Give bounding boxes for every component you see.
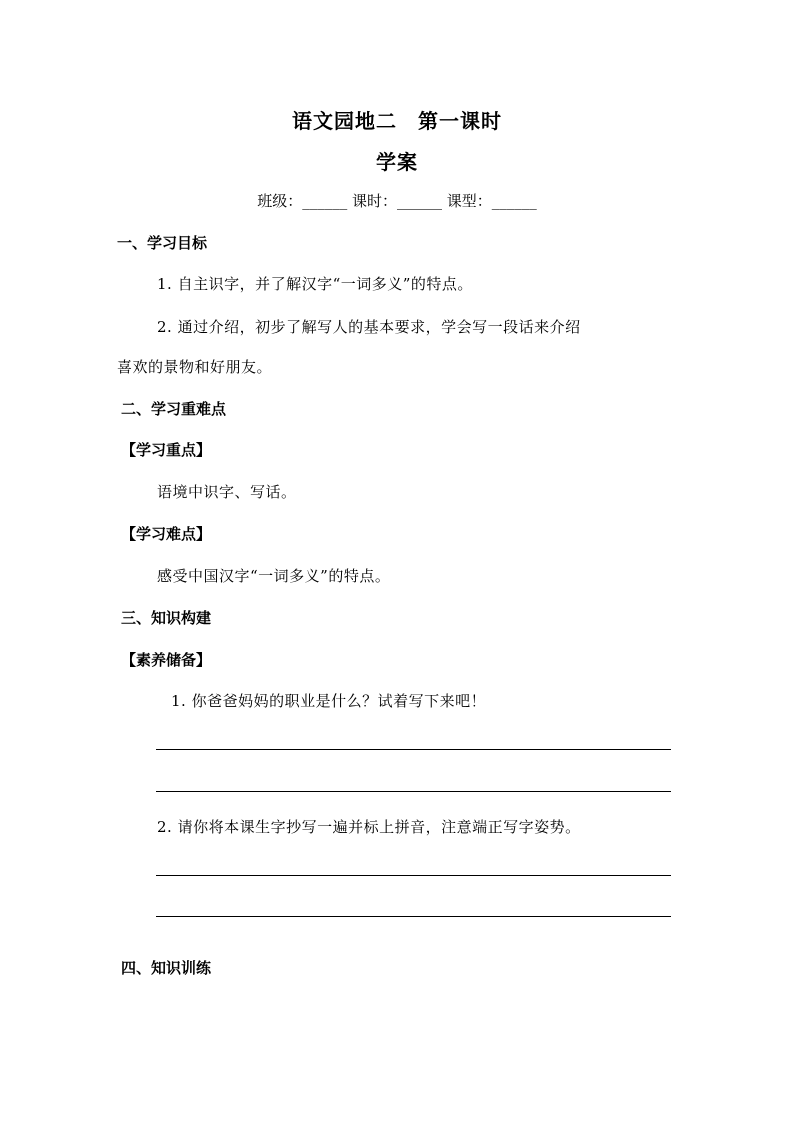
answer-line-4[interactable] — [156, 916, 671, 917]
difficulty-text: 感受中国汉字“一词多义”的特点。 — [157, 567, 391, 585]
section-heading-knowledge-training: 四、知识训练 — [121, 959, 212, 977]
difficulty-label: 【学习难点】 — [121, 525, 212, 543]
answer-line-2[interactable] — [156, 791, 671, 792]
section-heading-knowledge-building: 三、知识构建 — [121, 609, 212, 627]
key-point-text: 语境中识字、写话。 — [157, 483, 297, 501]
question-2: 2. 请你将本课生字抄写一遍并标上拼音，注意端正写字姿势。 — [157, 818, 581, 836]
answer-line-3[interactable] — [156, 875, 671, 876]
goal-item-2-line-2: 喜欢的景物和好朋友。 — [117, 358, 273, 376]
class-info-line: 班级：______ 课时：______ 课型：______ — [257, 192, 537, 210]
page-title: 语文园地二 第一课时 — [292, 109, 502, 133]
goal-item-1: 1. 自主识字，并了解汉字“一词多义”的特点。 — [157, 275, 473, 293]
goal-item-2-line-1: 2. 通过介绍，初步了解写人的基本要求，学会写一段话来介绍 — [157, 318, 581, 336]
question-1: 1. 你爸爸妈妈的职业是什么？试着写下来吧！ — [171, 692, 487, 710]
answer-line-1[interactable] — [156, 749, 671, 750]
literacy-prep-label: 【素养储备】 — [121, 651, 212, 669]
section-heading-key-points: 二、学习重难点 — [121, 400, 227, 418]
section-heading-learning-goals: 一、学习目标 — [117, 234, 208, 252]
key-point-label: 【学习重点】 — [121, 441, 212, 459]
page-subtitle: 学案 — [376, 150, 418, 174]
